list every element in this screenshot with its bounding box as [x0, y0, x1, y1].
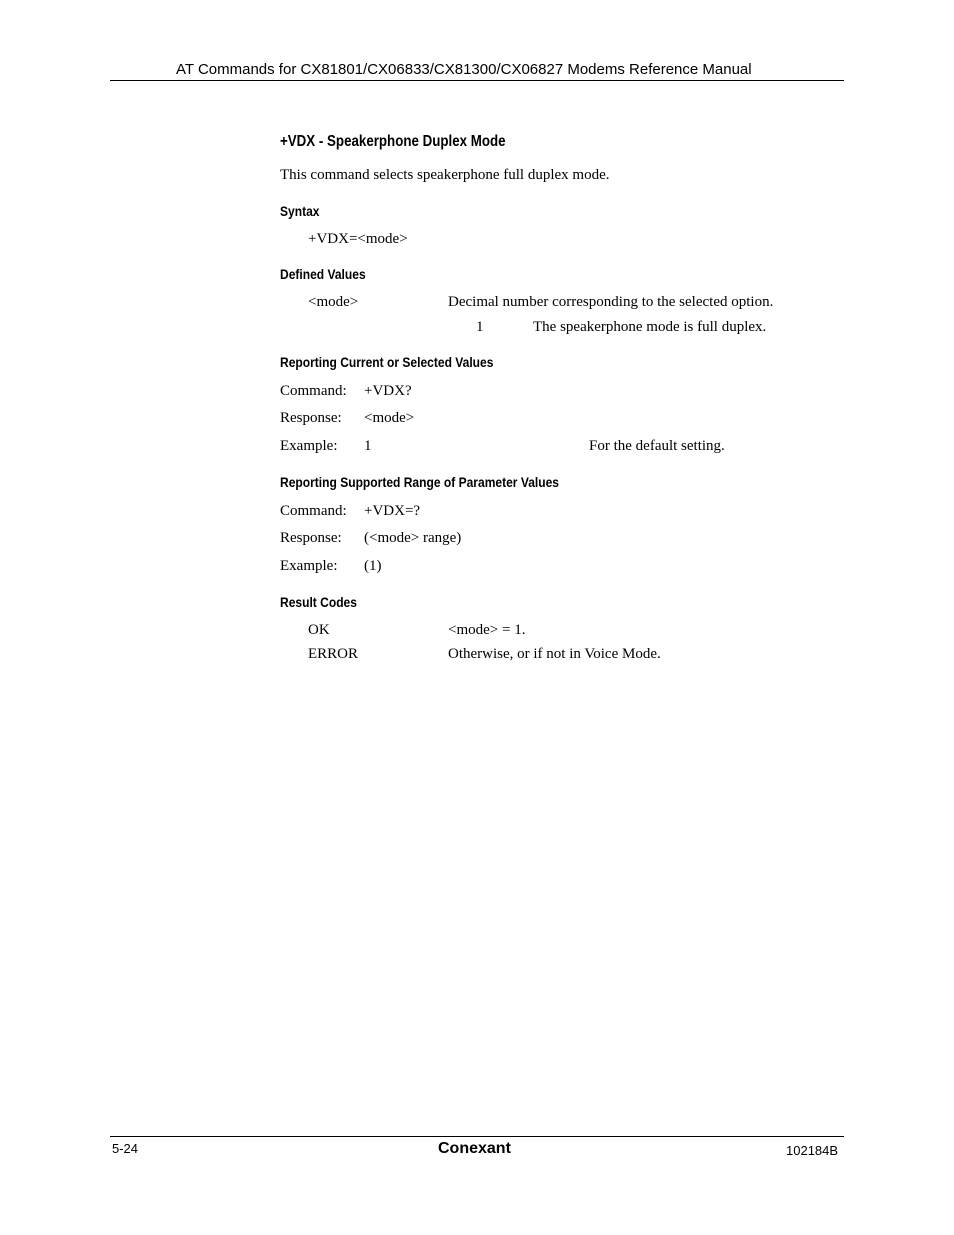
- current-response-label: Response:: [280, 410, 342, 426]
- syntax-heading: Syntax: [280, 203, 320, 219]
- page-number: 5-24: [112, 1141, 139, 1156]
- current-response-value: <mode>: [364, 410, 415, 426]
- current-example-label: Example:: [280, 438, 338, 454]
- param-description: Decimal number corresponding to the selected option.: [448, 294, 774, 310]
- header-rule: [110, 80, 844, 81]
- current-example-note: For the default setting.: [589, 438, 725, 454]
- current-command-label: Command:: [280, 383, 347, 399]
- current-example-value: 1: [364, 438, 372, 454]
- reporting-range-heading: Reporting Supported Range of Parameter Values: [280, 474, 559, 490]
- range-example-value: (1): [364, 558, 382, 574]
- result-code-error-meaning: Otherwise, or if not in Voice Mode.: [448, 646, 661, 662]
- range-response-label: Response:: [280, 530, 342, 546]
- range-command-label: Command:: [280, 503, 347, 519]
- range-example-label: Example:: [280, 558, 338, 574]
- running-header: AT Commands for CX81801/CX06833/CX81300/CX06827 Modems Reference Manual: [176, 61, 752, 78]
- section-title: +VDX - Speakerphone Duplex Mode: [280, 133, 506, 150]
- result-code-error: ERROR: [308, 646, 359, 662]
- result-code-ok-meaning: <mode> = 1.: [448, 622, 526, 638]
- reporting-current-heading: Reporting Current or Selected Values: [280, 354, 494, 370]
- current-command-value: +VDX?: [364, 383, 412, 399]
- footer-rule: [110, 1136, 844, 1137]
- option-meaning: The speakerphone mode is full duplex.: [533, 319, 767, 335]
- document-number: 102184B: [786, 1143, 839, 1158]
- defined-values-heading: Defined Values: [280, 266, 366, 282]
- result-code-ok: OK: [308, 622, 330, 638]
- result-codes-heading: Result Codes: [280, 594, 357, 610]
- option-value: 1: [476, 319, 484, 335]
- intro-text: This command selects speakerphone full duplex mode.: [280, 167, 610, 183]
- param-name: <mode>: [308, 294, 359, 310]
- company-name: Conexant: [438, 1140, 511, 1157]
- syntax-command: +VDX=<mode>: [308, 231, 408, 247]
- range-command-value: +VDX=?: [364, 503, 421, 519]
- range-response-value: (<mode> range): [364, 530, 462, 546]
